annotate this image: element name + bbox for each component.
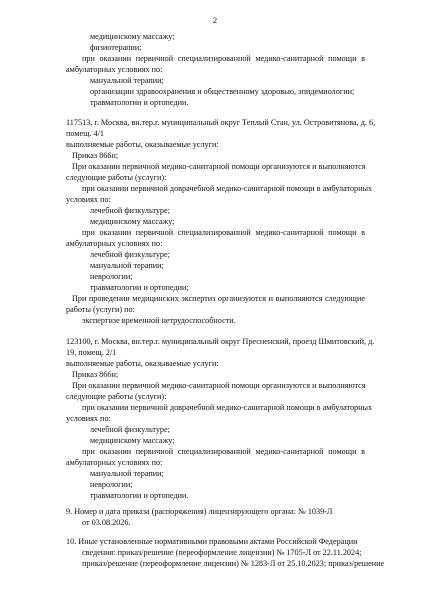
list-item: При проведении медицинских экспертиз организуются и выполняются следующие	[72, 294, 365, 303]
item-text: 9. Номер и дата приказа (распоряжения) лицензирующего органа: № 1039-Л	[66, 507, 333, 516]
page-number: 2	[212, 15, 218, 25]
address-line: 123100, г. Москва, вн.тер.г. муниципальный округ Пресненский, проезд Шмитовский, д.	[66, 337, 375, 346]
list-item: экспертизе временной нетрудоспособности.	[82, 316, 236, 325]
list-item: при оказании первичной специализированной медико-санитарной помощи в	[82, 54, 365, 63]
section-label: выполняемые работы, оказываемые услуги:	[66, 359, 219, 368]
list-item: мануальной терапии;	[90, 469, 164, 478]
list-item: лечебной физкультуре;	[90, 206, 170, 215]
item-text: приказ/решение (переоформление лицензии) № 1283-Л от 25.10.2023; приказ/решение	[82, 559, 385, 568]
item-text: от 03.08.2026.	[82, 518, 131, 527]
list-item: неврологии;	[90, 272, 133, 281]
section-label: выполняемые работы, оказываемые услуги:	[66, 140, 219, 149]
list-item: амбулаторных условиях по:	[66, 458, 163, 467]
list-item: При оказании первичной медико-санитарной помощи организуются и выполняются	[72, 162, 366, 171]
list-item: медицинскому массажу;	[90, 32, 175, 41]
list-item: физиотерапии;	[90, 43, 142, 52]
list-item: травматологии и ортопедии;	[90, 283, 189, 292]
list-item: травматологии и ортопедии.	[90, 491, 189, 500]
address-line: 19, помещ. 2/1	[66, 348, 117, 357]
list-item: Приказ 866н;	[72, 370, 119, 379]
list-item: следующие работы (услуги):	[66, 173, 167, 182]
list-item: условиях по:	[66, 414, 111, 423]
address-line: 117513, г. Москва, вн.тер.г. муниципальный округ Теплый Стан, ул. Островитянова, д. 6,	[66, 118, 376, 127]
list-item: При оказании первичной медико-санитарной помощи организуются и выполняются	[72, 381, 366, 390]
list-item: амбулаторных условиях по:	[66, 65, 163, 74]
list-item: при оказании первичной специализированной медико-санитарной помощи в	[82, 447, 365, 456]
list-item: при оказании первичной доврачебной медико-санитарной помощи в амбулаторных	[82, 184, 373, 193]
list-item: медицинскому массажу;	[90, 436, 175, 445]
list-item: лечебной физкультуре;	[90, 250, 170, 259]
list-item: при оказании первичной доврачебной медико-санитарной помощи в амбулаторных	[82, 403, 373, 412]
item-text: сведения: приказ/решение (переоформление лицензии) № 1705-Л от 22.11.2024;	[82, 548, 362, 557]
list-item: работы (услуги) по:	[66, 305, 135, 314]
list-item: амбулаторных условиях по:	[66, 239, 163, 248]
list-item: Приказ 866н;	[72, 151, 119, 160]
list-item: неврологии;	[90, 480, 133, 489]
list-item: мануальной терапии;	[90, 76, 164, 85]
list-item: мануальной терапии;	[90, 261, 164, 270]
list-item: условиях по:	[66, 195, 111, 204]
list-item: организации здравоохранения и общественному здоровью, эпидемиологии;	[90, 87, 355, 96]
list-item: лечебной физкультуре;	[90, 425, 170, 434]
item-text: 10. Иные установленные нормативными правовыми актами Российской Федерации	[66, 537, 358, 546]
list-item: травматологии и ортопедии.	[90, 98, 189, 107]
list-item: при оказании первичной специализированной медико-санитарной помощи в	[82, 228, 365, 237]
list-item: следующие работы (услуги):	[66, 392, 167, 401]
list-item: медицинскому массажу;	[90, 217, 175, 226]
address-line: помещ. 4/1	[66, 129, 104, 138]
